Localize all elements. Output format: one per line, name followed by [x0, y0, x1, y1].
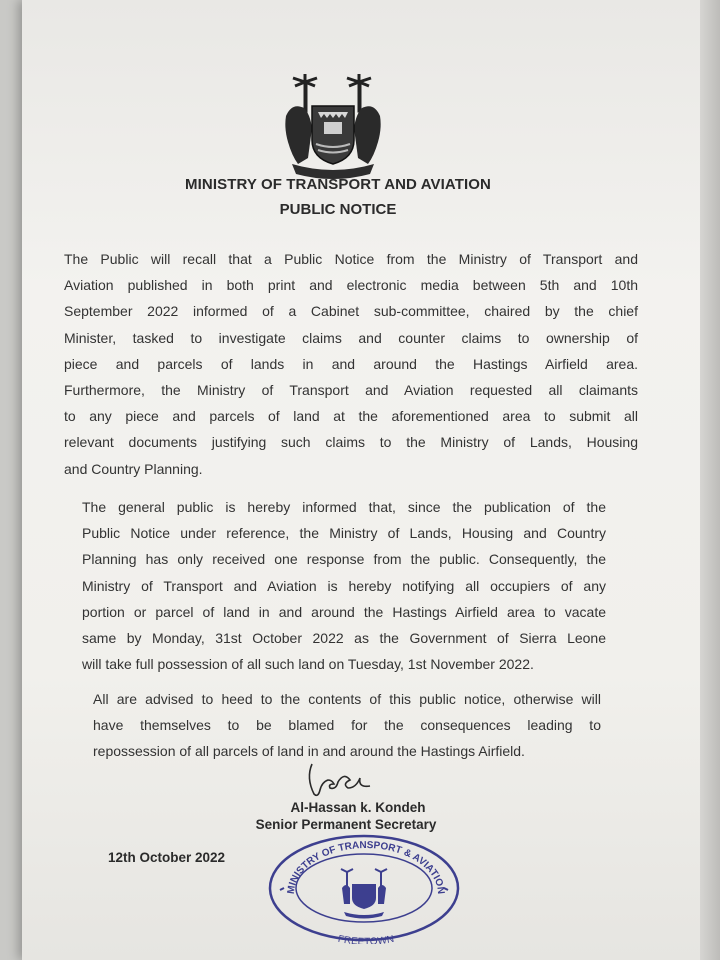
- signatory-title: Senior Permanent Secretary: [255, 817, 437, 832]
- text-line: September 2022 informed of a Cabinet sub-committee, chaired by the chief: [64, 303, 638, 320]
- text-line: Minister, tasked to investigate claims and counter claims to ownership of: [64, 329, 638, 346]
- ministry-heading: MINISTRY OF TRANSPORT AND AVIATION: [185, 176, 491, 193]
- svg-text:FREETOWN: [337, 934, 395, 944]
- text-line: Planning has only received one response from the public. Consequently, the: [82, 551, 606, 568]
- signatory-name: Al-Hassan k. Kondeh: [290, 800, 426, 815]
- handwritten-signature: [302, 760, 382, 800]
- ministry-stamp-icon: [266, 832, 462, 944]
- text-line: Ministry of Transport and Aviation is hereby notifying all occupiers of any: [82, 577, 606, 594]
- coat-of-arms-icon: [278, 72, 388, 180]
- text-line: and Country Planning.: [64, 460, 203, 477]
- notice-title: PUBLIC NOTICE: [279, 201, 397, 218]
- notice-date: 12th October 2022: [108, 850, 226, 865]
- paragraph-1: [64, 246, 638, 482]
- text-line: have themselves to be blamed for the consequences leading to: [93, 717, 601, 734]
- text-line: relevant documents justifying such claims to the Ministry of Lands, Housing: [64, 434, 638, 451]
- text-line: same by Monday, 31st October 2022 as the Government of Sierra Leone: [82, 630, 606, 647]
- paragraph-2: [82, 494, 606, 677]
- text-line: The Public will recall that a Public Notice from the Ministry of Transport and: [64, 251, 638, 267]
- text-line: repossession of all parcels of land in and around the Hastings Airfield.: [93, 743, 525, 760]
- text-line: The general public is hereby informed that, since the publication of the: [82, 499, 606, 515]
- text-line: Furthermore, the Ministry of Transport and Aviation requested all claimants: [64, 382, 638, 399]
- text-line: portion or parcel of land in and around the Hastings Airfield area to vacate: [82, 603, 606, 620]
- text-line: Aviation published in both print and electronic media between 5th and 10th: [64, 277, 638, 294]
- text-line: to any piece and parcels of land at the aforementioned area to submit all: [64, 408, 638, 425]
- stamp-top-text: MINISTRY OF TRANSPORT & AVIATION: [285, 839, 447, 895]
- paragraph-3: [93, 686, 601, 765]
- stamp-bottom-text: FREETOWN: [336, 933, 396, 944]
- text-line: All are advised to heed to the contents of this public notice, otherwise will: [93, 691, 601, 707]
- text-line: will take full possession of all such land on Tuesday, 1st November 2022.: [82, 656, 534, 673]
- text-line: Public Notice under reference, the Ministry of Lands, Housing and Country: [82, 525, 606, 542]
- text-line: piece and parcels of lands in and around the Hastings Airfield area.: [64, 355, 638, 372]
- paper-edge: [700, 0, 720, 960]
